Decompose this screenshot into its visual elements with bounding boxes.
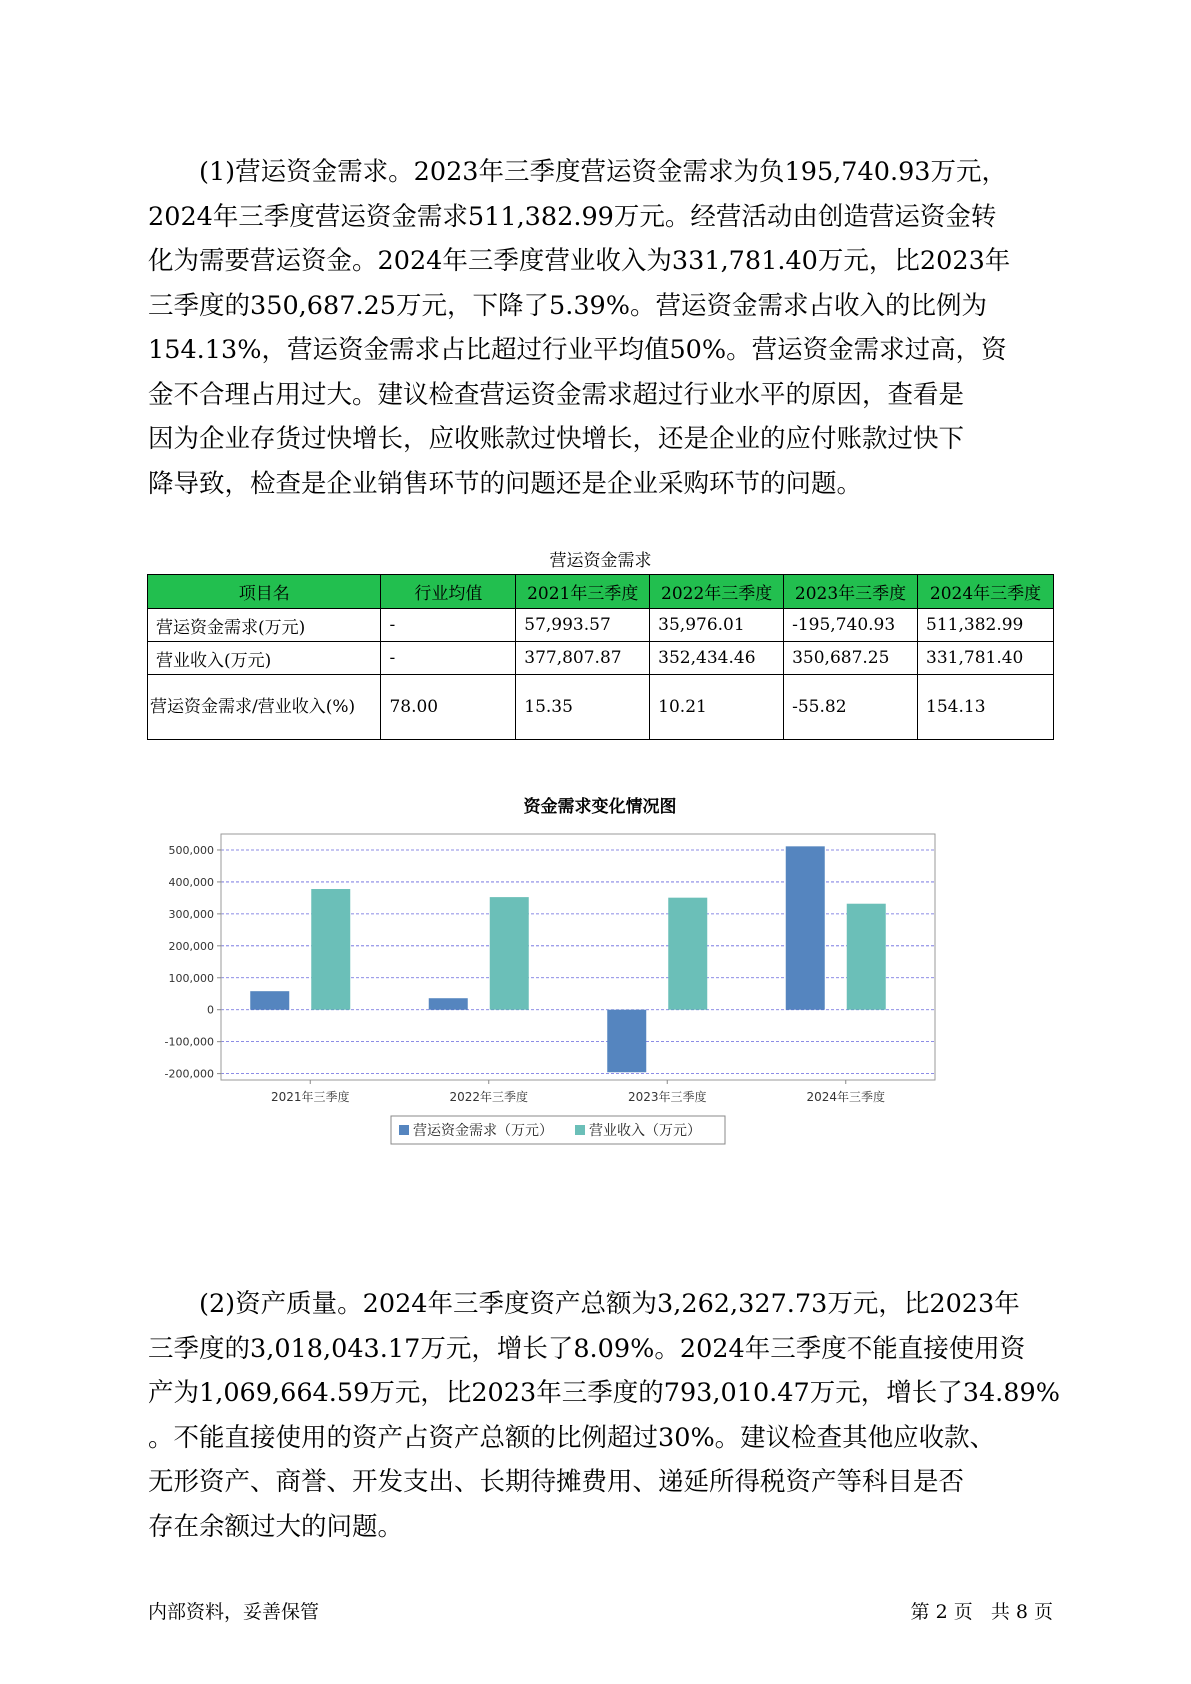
paragraph-line: 三季度的350,687.25万元，下降了5.39%。营运资金需求占收入的比例为 (148, 290, 988, 321)
table-cell: - (381, 642, 516, 675)
y-tick-label: 0 (207, 1003, 214, 1017)
x-tick-label: 2022年三季度 (449, 1090, 529, 1104)
bar-revenue (311, 889, 350, 1010)
table-cell: -55.82 (784, 675, 918, 740)
y-tick-label: 300,000 (168, 907, 214, 921)
bar-working-capital (250, 991, 289, 1010)
bar-working-capital (786, 846, 825, 1009)
paragraph-line: 产为1,069,664.59万元，比2023年三季度的793,010.47万元，增长了34.89% (148, 1378, 1060, 1408)
table-cell: 营运资金需求(万元) (148, 609, 381, 642)
table-header-cell: 2024年三季度 (918, 575, 1054, 609)
legend-label: 营业收入（万元） (589, 1123, 701, 1139)
table-header-cell: 行业均值 (381, 575, 516, 609)
table-row (148, 642, 1054, 675)
y-tick-label: 100,000 (168, 971, 214, 985)
table-cell: 57,993.57 (516, 609, 650, 642)
paragraph-line: (2)资产质量。2024年三季度资产总额为3,262,327.73万元，比2023年 (199, 1289, 1020, 1319)
paragraph-line: 金不合理占用过大。建议检查营运资金需求超过行业水平的原因，查看是 (148, 379, 965, 410)
table-cell: 35,976.01 (650, 609, 784, 642)
paragraph-line: (1)营运资金需求。2023年三季度营运资金需求为负195,740.93万元， (199, 157, 1008, 187)
y-tick-label: 400,000 (168, 875, 214, 889)
bar-revenue (847, 904, 886, 1010)
table-header-cell: 项目名 (148, 575, 381, 609)
paragraph-line: 。不能直接使用的资产占资产总额的比例超过30%。建议检查其他应收款、 (148, 1422, 996, 1453)
y-tick-label: -200,000 (164, 1067, 214, 1081)
bar-revenue (490, 897, 529, 1010)
y-tick-label: 200,000 (168, 939, 214, 953)
x-tick-label: 2024年三季度 (806, 1090, 886, 1104)
footer-confidential-note: 内部资料，妥善保管 (148, 1601, 320, 1623)
legend-label: 营运资金需求（万元） (413, 1123, 553, 1139)
table-header-cell: 2023年三季度 (784, 575, 918, 609)
paragraph-asset-quality (148, 1282, 1060, 1549)
working-capital-table (147, 574, 1054, 740)
table-cell: -195,740.93 (784, 609, 918, 642)
table-cell: 350,687.25 (784, 642, 918, 675)
table-cell: 331,781.40 (918, 642, 1054, 675)
chart-title: 资金需求变化情况图 (523, 797, 677, 817)
table-cell: 营运资金需求/营业收入(%) (148, 675, 381, 740)
x-tick-label: 2021年三季度 (270, 1090, 350, 1104)
table-cell: 154.13 (918, 675, 1054, 740)
table-cell: 377,807.87 (516, 642, 650, 675)
capital-demand-chart (145, 790, 1045, 1230)
y-tick-label: -100,000 (164, 1035, 214, 1049)
bar-working-capital (429, 998, 468, 1009)
paragraph-line: 化为需要营运资金。2024年三季度营业收入为331,781.40万元，比2023年 (148, 246, 1011, 276)
paragraph-line: 无形资产、商誉、开发支出、长期待摊费用、递延所得税资产等科目是否 (148, 1467, 965, 1497)
bar-working-capital (607, 1010, 646, 1073)
paragraph-line: 2024年三季度营运资金需求511,382.99万元。经营活动由创造营运资金转 (148, 201, 997, 232)
paragraph-line: 154.13%，营运资金需求占比超过行业平均值50%。营运资金需求过高，资 (148, 335, 1007, 365)
bar-revenue (668, 898, 707, 1010)
table-header-cell: 2022年三季度 (650, 575, 784, 609)
x-tick-label: 2023年三季度 (627, 1090, 707, 1104)
footer-page-number: 第 2 页 共 8 页 (910, 1601, 1053, 1623)
table-header-row (148, 575, 1054, 609)
paragraph-line: 存在余额过大的问题。 (148, 1511, 404, 1542)
table-cell: 营业收入(万元) (148, 642, 381, 675)
table-caption: 营运资金需求 (549, 551, 652, 571)
legend-swatch (399, 1125, 409, 1135)
paragraph-line: 因为企业存货过快增长，应收账款过快增长，还是企业的应付账款过快下 (148, 424, 965, 454)
legend-swatch (575, 1125, 585, 1135)
table-cell: 10.21 (650, 675, 784, 740)
paragraph-working-capital (148, 150, 1053, 506)
table-row (148, 675, 1054, 740)
table-cell: - (381, 609, 516, 642)
paragraph-line: 三季度的3,018,043.17万元，增长了8.09%。2024年三季度不能直接使用资 (148, 1333, 1026, 1364)
table-cell: 15.35 (516, 675, 650, 740)
table-cell: 78.00 (381, 675, 516, 740)
table-row (148, 609, 1054, 642)
table-cell: 511,382.99 (918, 609, 1054, 642)
paragraph-line: 降导致，检查是企业销售环节的问题还是企业采购环节的问题。 (148, 468, 863, 499)
y-tick-label: 500,000 (168, 843, 214, 857)
table-cell: 352,434.46 (650, 642, 784, 675)
table-header-cell: 2021年三季度 (516, 575, 650, 609)
